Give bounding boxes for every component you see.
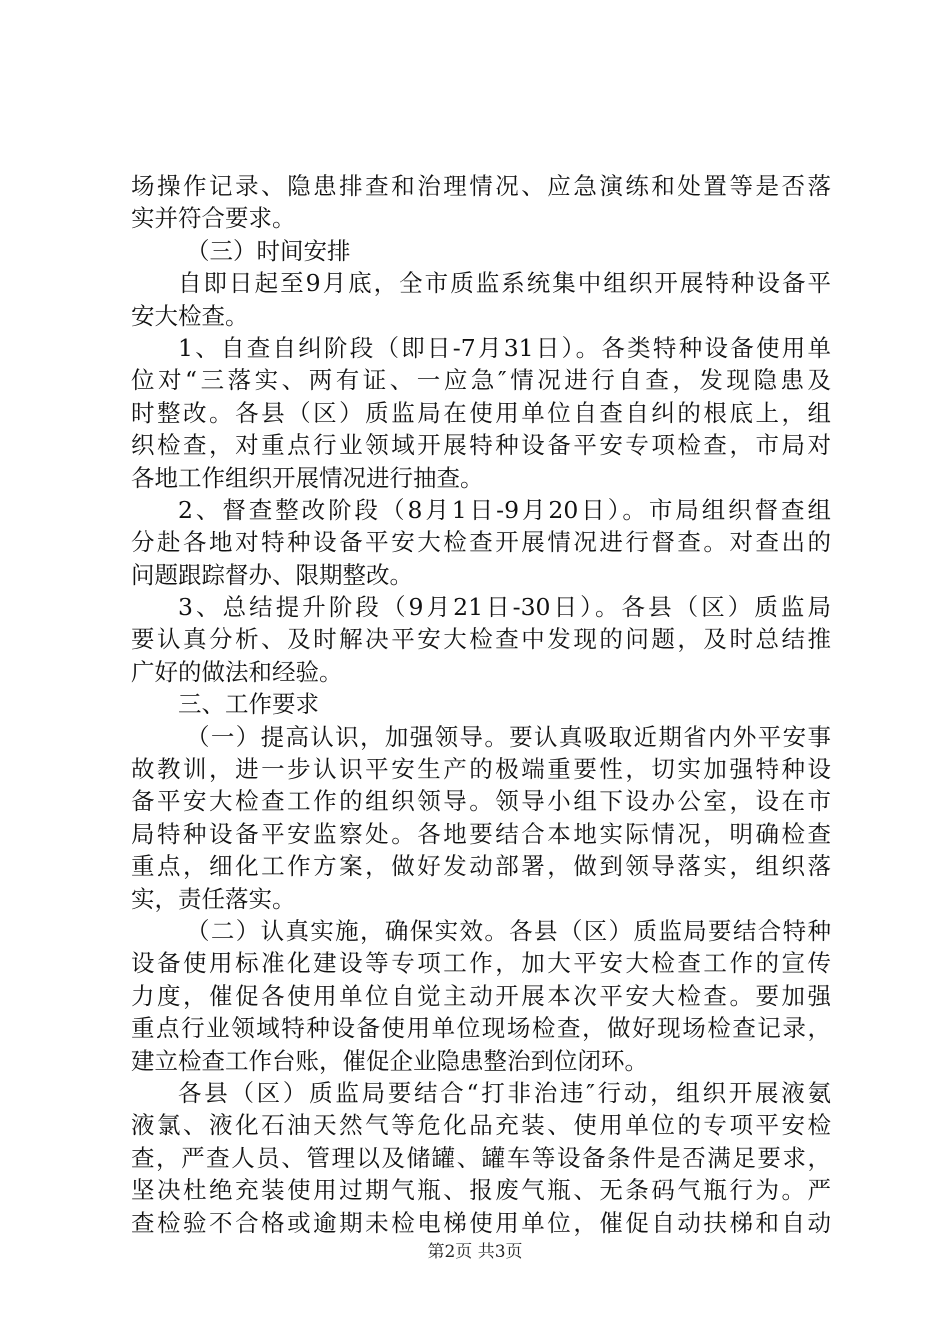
text-line: 坚决杜绝充装使用过期气瓶、报废气瓶、无条码气瓶行为。严 <box>131 1176 831 1205</box>
text-line: （三）时间安排 <box>186 236 351 265</box>
text-line: 重点，细化工作方案，做好发动部署，做到领导落实，组织落 <box>131 852 831 881</box>
text-line: 建立检查工作台账，催促企业隐患整治到位闭环。 <box>131 1046 648 1075</box>
text-line: 问题跟踪督办、限期整改。 <box>131 560 413 589</box>
text-line: 各地工作组织开展情况进行抽查。 <box>131 463 484 492</box>
text-line: 局特种设备平安监察处。各地要结合本地实际情况，明确检查 <box>131 819 831 848</box>
text-line: 织检查，对重点行业领域开展特种设备平安专项检查，市局对 <box>131 431 831 460</box>
text-line: 分赴各地对特种设备平安大检查开展情况进行督查。对查出的 <box>131 528 831 557</box>
text-line: 力度，催促各使用单位自觉主动开展本次平安大检查。要加强 <box>131 981 831 1010</box>
text-line: 三、工作要求 <box>178 690 319 719</box>
text-line: 故教训，进一步认识平安生产的极端重要性，切实加强特种设 <box>131 755 831 784</box>
text-line: 设备使用标准化建设等专项工作，加大平安大检查工作的宣传 <box>131 949 831 978</box>
text-line: 自即日起至9月底，全市质监系统集中组织开展特种设备平 <box>178 269 831 298</box>
text-line: 重点行业领域特种设备使用单位现场检查，做好现场检查记录， <box>131 1014 831 1043</box>
text-line: 实，责任落实。 <box>131 884 296 913</box>
text-line: 1、自查自纠阶段（即日-7月31日）。各类特种设备使用单 <box>178 333 831 362</box>
text-line: （二）认真实施，确保实效。各县（区）质监局要结合特种 <box>186 916 831 945</box>
text-line: 3、总结提升阶段（9月21日-30日）。各县（区）质监局 <box>178 593 831 622</box>
text-line: 各县（区）质监局要结合“打非治违″行动，组织开展液氨 <box>178 1078 831 1107</box>
text-line: 安大检查。 <box>131 301 249 330</box>
text-line: 实并符合要求。 <box>131 204 296 233</box>
text-line: （一）提高认识，加强领导。要认真吸取近期省内外平安事 <box>186 722 831 751</box>
text-line: 场操作记录、隐患排查和治理情况、应急演练和处置等是否落 <box>131 172 831 200</box>
text-line: 备平安大检查工作的组织领导。领导小组下设办公室，设在市 <box>131 787 831 816</box>
text-line: 时整改。各县（区）质监局在使用单位自查自纠的根底上，组 <box>131 398 831 427</box>
page-footer: 第2页 共3页 <box>427 1242 523 1262</box>
text-line: 广好的做法和经验。 <box>131 657 343 686</box>
text-line: 2、督查整改阶段（8月1日-9月20日）。市局组织督查组 <box>178 495 831 524</box>
document-body <box>131 170 831 1239</box>
text-line: 查，严查人员、管理以及储罐、罐车等设备条件是否满足要求， <box>131 1143 831 1172</box>
text-line: 位对“三落实、两有证、一应急″情况进行自查，发现隐患及 <box>131 366 831 395</box>
text-line: 液氯、液化石油天然气等危化品充装、使用单位的专项平安检 <box>131 1111 831 1140</box>
text-line: 要认真分析、及时解决平安大检查中发现的问题，及时总结推 <box>131 625 831 654</box>
text-line: 查检验不合格或逾期未检电梯使用单位，催促自动扶梯和自动 <box>131 1208 831 1237</box>
